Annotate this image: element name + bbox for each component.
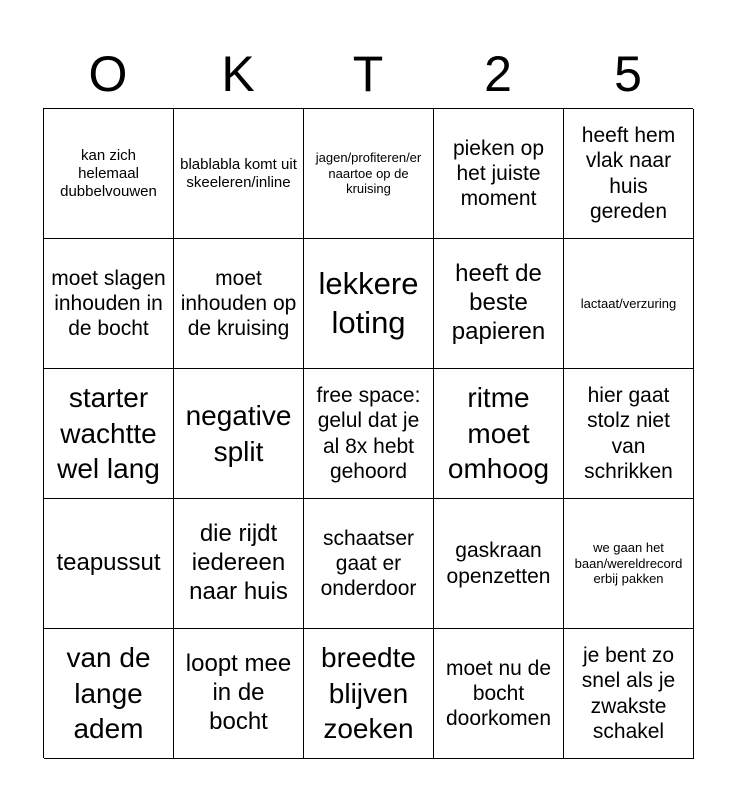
bingo-header [43,40,693,108]
bingo-cell[interactable]: we gaan het baan/wereldrecord erbij pakken [564,499,694,629]
bingo-cell[interactable]: lekkere loting [304,239,434,369]
bingo-cell[interactable]: moet inhouden op de kruising [174,239,304,369]
bingo-cell[interactable]: pieken op het juiste moment [434,109,564,239]
bingo-cell[interactable]: gaskraan openzetten [434,499,564,629]
bingo-cell[interactable]: negative split [174,369,304,499]
bingo-cell[interactable]: hier gaat stolz niet van schrikken [564,369,694,499]
bingo-cell[interactable]: lactaat/verzuring [564,239,694,369]
bingo-cell[interactable]: moet nu de bocht doorkomen [434,629,564,759]
bingo-cell[interactable]: je bent zo snel als je zwakste schakel [564,629,694,759]
bingo-cell[interactable]: blablabla komt uit skeeleren/inline [174,109,304,239]
bingo-cell[interactable]: kan zich helemaal dubbelvouwen [44,109,174,239]
bingo-cell[interactable]: teapussut [44,499,174,629]
header-letter-1: O [88,46,128,102]
header-letter-3: T [352,46,384,102]
bingo-cell[interactable]: ritme moet omhoog [434,369,564,499]
header-letter-5: 5 [614,46,642,102]
bingo-cell[interactable]: die rijdt iedereen naar huis [174,499,304,629]
free-space-cell[interactable]: free space: gelul dat je al 8x hebt gehoord [304,369,434,499]
bingo-cell[interactable]: heeft de beste papieren [434,239,564,369]
header-letter-4: 2 [484,46,512,102]
bingo-cell[interactable]: breedte blijven zoeken [304,629,434,759]
bingo-cell[interactable]: heeft hem vlak naar huis gereden [564,109,694,239]
bingo-board [43,108,693,758]
bingo-cell[interactable]: jagen/profiteren/er naartoe op de kruising [304,109,434,239]
bingo-cell[interactable]: schaatser gaat er onderdoor [304,499,434,629]
bingo-cell[interactable]: van de lange adem [44,629,174,759]
header-letter-2: K [221,46,255,102]
bingo-cell[interactable]: loopt mee in de bocht [174,629,304,759]
bingo-cell[interactable]: moet slagen inhouden in de bocht [44,239,174,369]
bingo-cell[interactable]: starter wachtte wel lang [44,369,174,499]
